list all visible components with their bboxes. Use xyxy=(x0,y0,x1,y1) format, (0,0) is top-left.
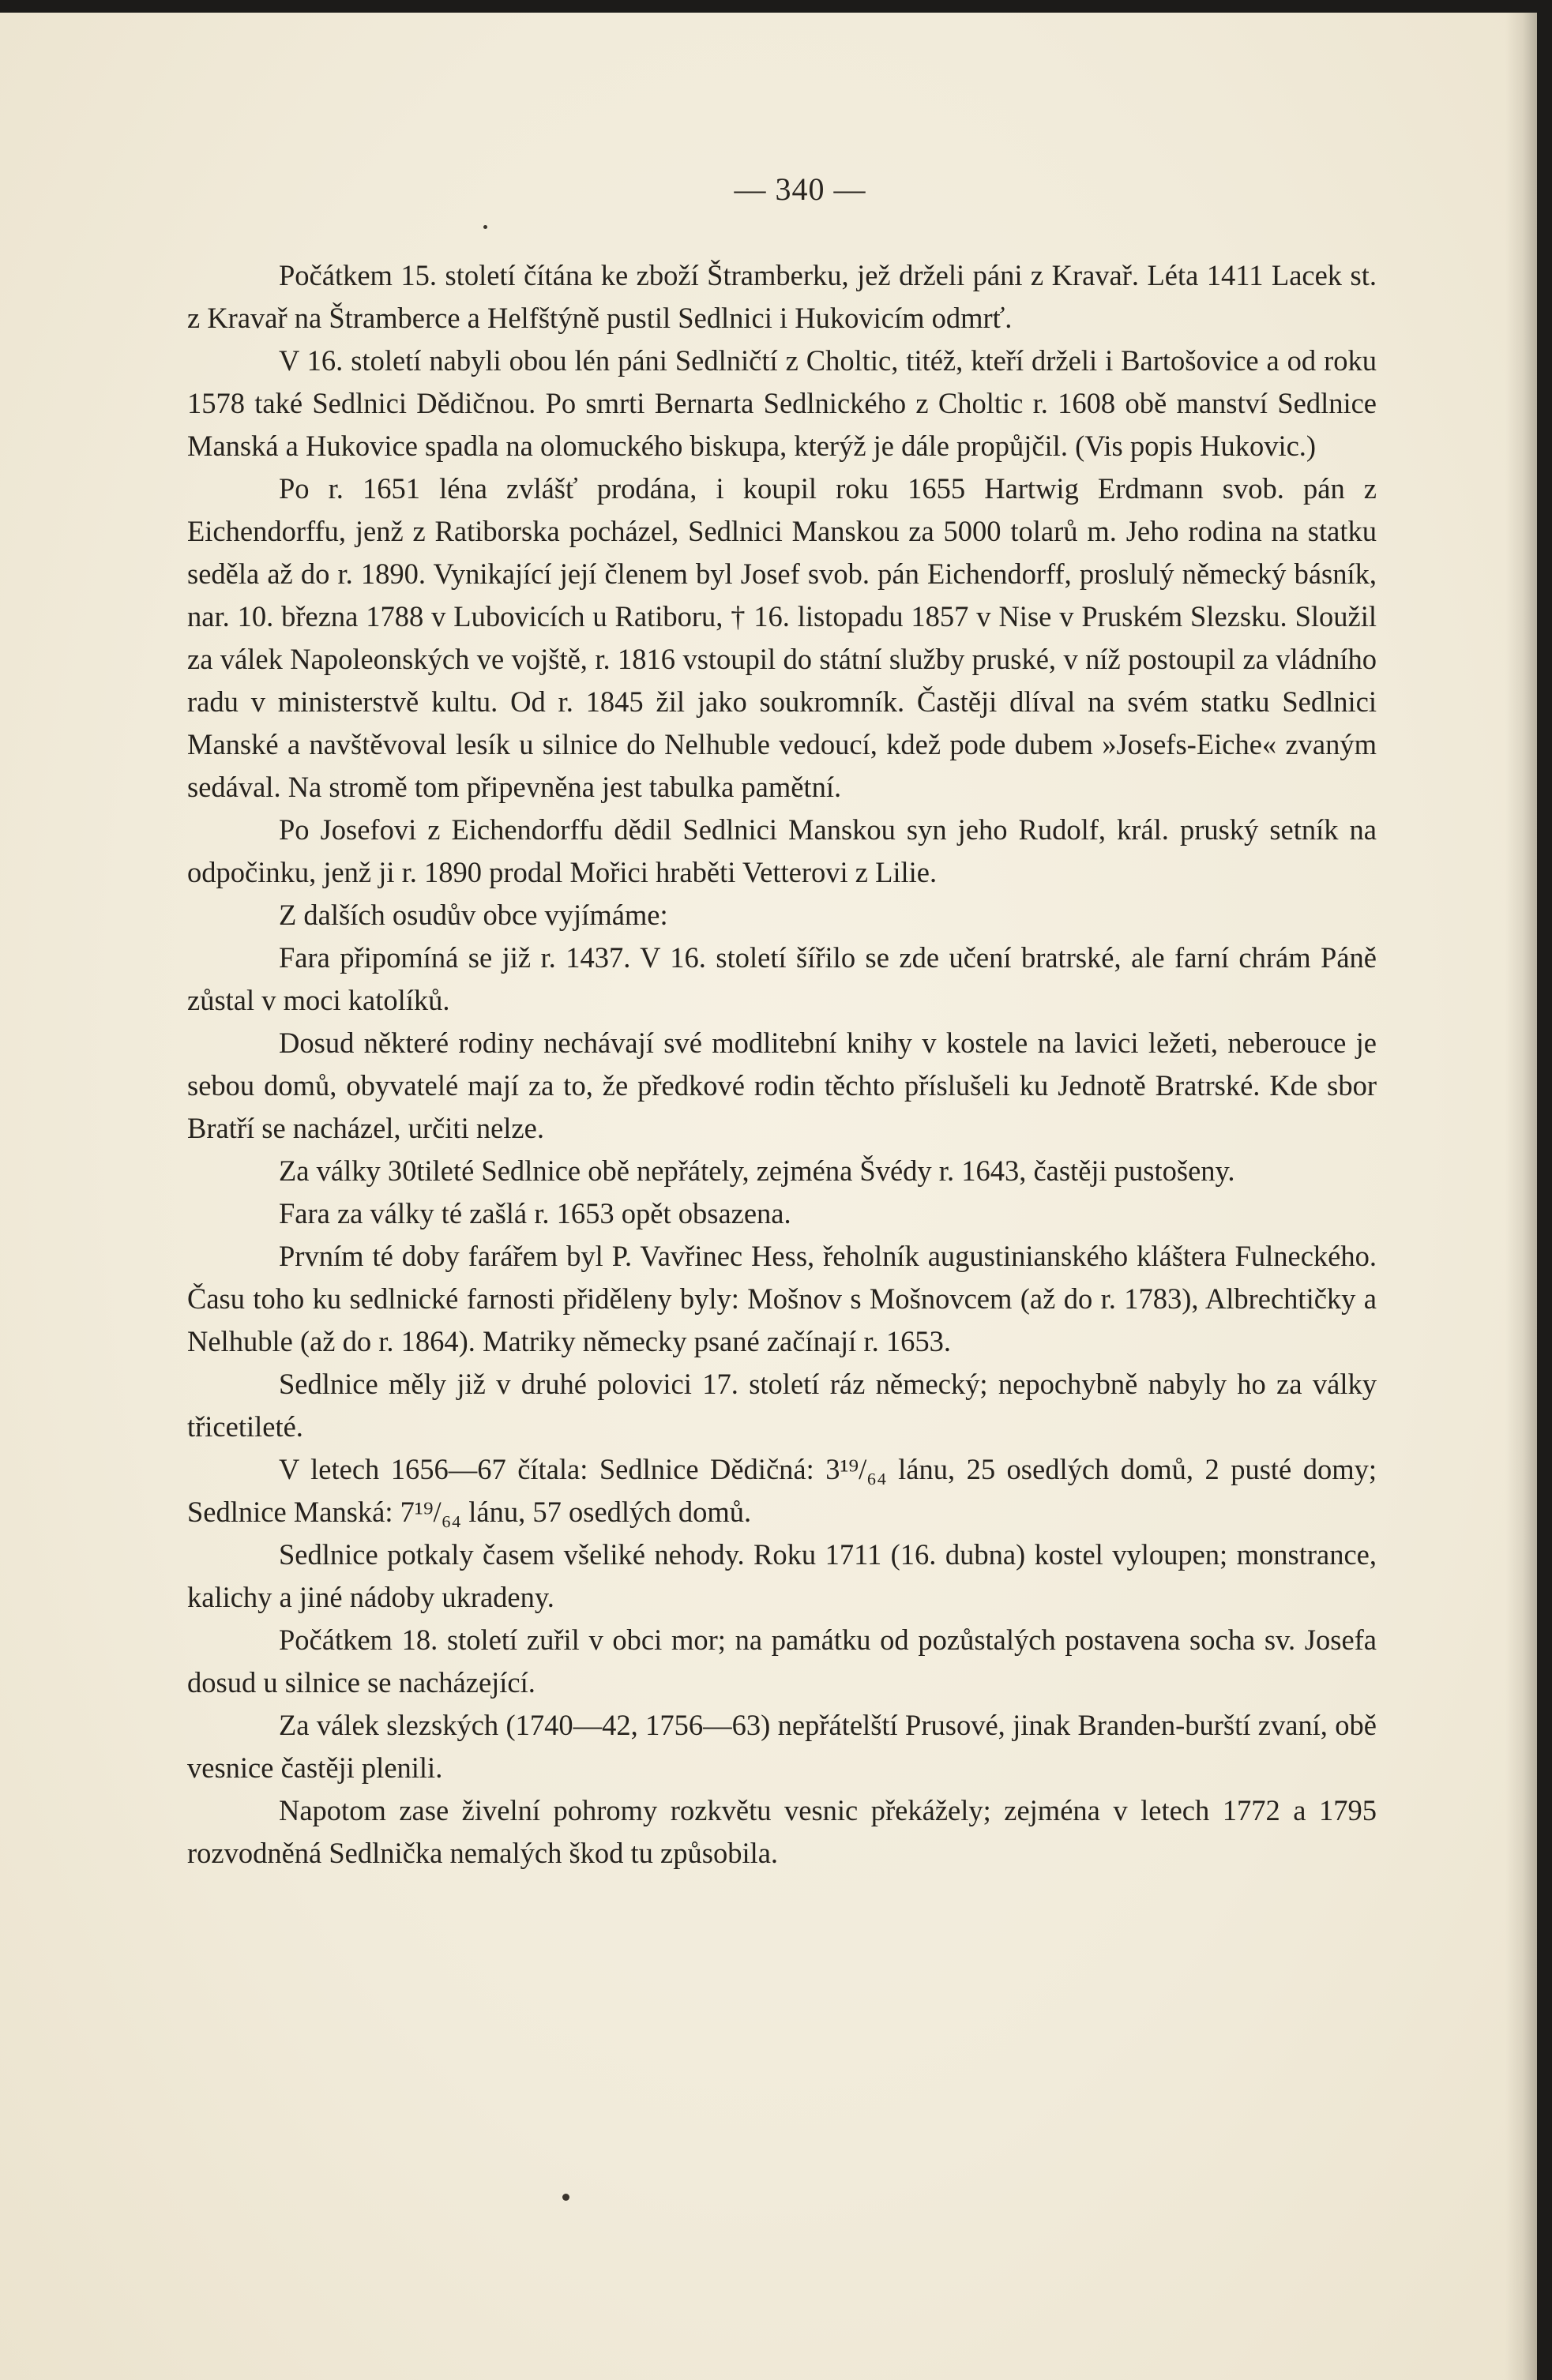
paragraph-15: Za válek slezských (1740—42, 1756—63) nepřátelští Prusové, jinak Branden-burští zvaní, obě vesnice častěji plenili. xyxy=(187,1709,1377,1784)
paragraph-9: Fara za války té zašlá r. 1653 opět obsazena. xyxy=(279,1197,791,1229)
paragraph-8: Za války 30tileté Sedlnice obě nepřátely, zejména Švédy r. 1643, častěji pustošeny. xyxy=(279,1154,1235,1187)
page-number: — 340 — xyxy=(734,171,866,207)
paragraph-2: V 16. století nabyli obou lén páni Sedlničtí z Choltic, titéž, kteří drželi i Bartošovice a od roku 1578 také Sedlnici Dědičnou. Po smrti Bernarta Sedlnického z Choltic r. 1608 obě manství Sedlnice Manská a Hukovice spadla na olomuckého biskupa, kterýž je dále propůjčil. (Vis popis Hukovic.) xyxy=(187,344,1377,462)
paragraph-11: Sedlnice měly již v druhé polovici 17. století ráz německý; nepochybně nabyly ho za války třicetileté. xyxy=(187,1368,1377,1443)
paragraph-12: V letech 1656—67 čítala: Sedlnice Dědičná: 3¹⁹/₆₄ lánu, 25 osedlých domů, 2 pusté domy; Sedlnice Manská: 7¹⁹/₆₄ lánu, 57 osedlých domů. xyxy=(187,1453,1377,1528)
paragraph-4: Po Josefovi z Eichendorffu dědil Sedlnici Manskou syn jeho Rudolf, král. pruský setník na odpočinku, jenž ji r. 1890 prodal Mořici hraběti Vetterovi z Lilie. xyxy=(187,813,1377,888)
paragraph-6: Fara připomíná se již r. 1437. V 16. století šířilo se zde učení bratrské, ale farní chrám Páně zůstal v moci katolíků. xyxy=(187,941,1377,1016)
paragraph-3: Po r. 1651 léna zvlášť prodána, i koupil roku 1655 Hartwig Erdmann svob. pán z Eichendorffu, jenž z Ratiborska pocházel, Sedlnici Manskou za 5000 tolarů m. Jeho rodina na statku seděla až do r. 1890. Vynikající její členem byl Josef svob. pán Eichendorff, proslulý německý básník, nar. 10. března 1788 v Lubovicích u Ratiboru, † 16. listopadu 1857 v Nise v Pruském Slezsku. Sloužil za válek Napoleonských ve vojště, r. 1816 vstoupil do státní služby pruské, v níž postoupil za vládního radu v ministerstvě kultu. Od r. 1845 žil jako soukromník. Častěji dlíval na svém statku Sedlnici Manské a navštěvoval lesík u silnice do Nelhuble vedoucí, kdež pode dubem »Josefs-Eiche« zvaným sedával. Na stromě tom připevněna jest tabulka pamětní. xyxy=(187,472,1377,803)
paragraph-5: Z dalších osudův obce vyjímáme: xyxy=(279,899,668,931)
paragraph-7: Dosud některé rodiny nechávají své modlitební knihy v kostele na lavici ležeti, neberouce je sebou domů, obyvatelé mají za to, že předkové rodin těchto příslušeli ku Jednotě Bratrské. Kde sbor Bratří se nacházel, určiti nelze. xyxy=(187,1027,1377,1144)
paragraph-16: Napotom zase živelní pohromy rozkvětu vesnic překážely; zejména v letech 1772 a 1795 rozvodněná Sedlnička nemalých škod tu způsobila. xyxy=(187,1794,1377,1869)
body-text xyxy=(187,254,1377,1875)
page-edge-shadow xyxy=(1505,13,1537,2380)
paragraph-1: Počátkem 15. století čítána ke zboží Štramberku, jež drželi páni z Kravař. Léta 1411 Lacek st. z Kravař na Štramberce a Helfštýně pustil Sedlnici i Hukovicím odmrť. xyxy=(187,259,1377,334)
ink-speck xyxy=(483,225,487,229)
paragraph-10: Prvním té doby farářem byl P. Vavřinec Hess, řeholník augustinianského kláštera Fulneckého. Času toho ku sedlnické farnosti přiděleny byly: Mošnov s Mošnovcem (až do r. 1783), Albrechtičky a Nelhuble (až do r. 1864). Matriky německy psané začínají r. 1653. xyxy=(187,1240,1377,1357)
book-page xyxy=(0,13,1537,2380)
paragraph-13: Sedlnice potkaly časem všeliké nehody. Roku 1711 (16. dubna) kostel vyloupen; monstrance, kalichy a jiné nádoby ukradeny. xyxy=(187,1538,1377,1613)
paragraph-14: Počátkem 18. století zuřil v obci mor; na památku od pozůstalých postavena socha sv. Josefa dosud u silnice se nacházející. xyxy=(187,1624,1377,1699)
ink-dot xyxy=(562,2194,569,2201)
